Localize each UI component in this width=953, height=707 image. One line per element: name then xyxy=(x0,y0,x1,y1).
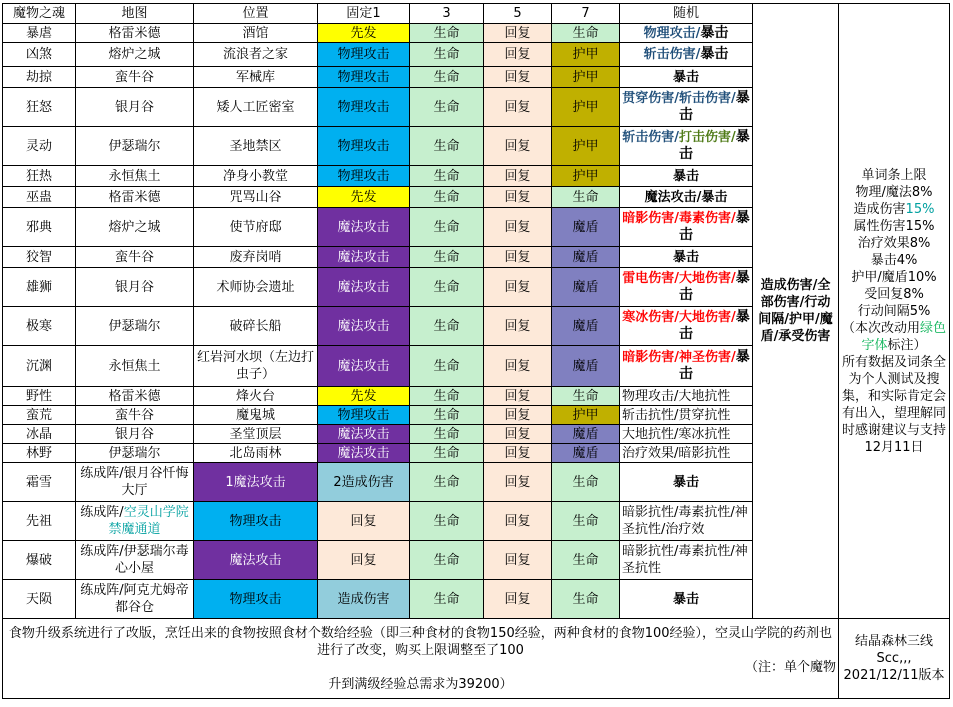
fixed1-cell: 先发 xyxy=(318,387,410,406)
soul-name-cell: 林野 xyxy=(3,444,76,463)
map-cell: 蛮牛谷 xyxy=(76,406,194,425)
random-cell: 魔法攻击/暴击 xyxy=(620,187,753,208)
map-cell: 伊瑟瑞尔 xyxy=(76,127,194,166)
slot5-cell: 回复 xyxy=(484,406,552,425)
side-line: 造成伤害15% xyxy=(853,201,935,217)
side-line: 属性伤害15% xyxy=(853,218,935,234)
random-cell: 暗影抗性/毒素抗性/神圣抗性 xyxy=(620,541,753,580)
fixed-a-cell: 魔法攻击 xyxy=(194,541,318,580)
slot3-cell: 生命 xyxy=(410,406,484,425)
slot5-cell: 回复 xyxy=(484,463,552,502)
random-fragment: 暴击 xyxy=(700,24,729,41)
fixed-a-cell: 物理攻击 xyxy=(194,502,318,541)
slot3-cell: 生命 xyxy=(410,187,484,208)
fixed1-cell: 魔法攻击 xyxy=(318,307,410,346)
random-cell xyxy=(620,346,753,387)
slot3-cell: 生命 xyxy=(410,580,484,619)
slot3-cell: 生命 xyxy=(410,307,484,346)
fixed1-cell: 魔法攻击 xyxy=(318,268,410,307)
fixed1-cell: 物理攻击 xyxy=(318,166,410,187)
random-cell xyxy=(620,127,753,166)
slot5-cell: 回复 xyxy=(484,580,552,619)
map-cell: 熔炉之城 xyxy=(76,208,194,247)
random-cell: 暗影抗性/毒素抗性/神圣抗性/治疗效 xyxy=(620,502,753,541)
random-cell: 治疗效果/暗影抗性 xyxy=(620,444,753,463)
soul-name-cell: 暴虐 xyxy=(3,24,76,43)
location-cell: 北岛雨林 xyxy=(194,444,318,463)
slot5-cell: 回复 xyxy=(484,268,552,307)
map-cell: 格雷米德 xyxy=(76,387,194,406)
slot7-cell: 生命 xyxy=(552,502,620,541)
random-cell xyxy=(620,268,753,307)
fixed1-cell: 物理攻击 xyxy=(318,43,410,67)
slot3-cell: 生命 xyxy=(410,541,484,580)
random-cell: 暴击 xyxy=(620,247,753,268)
map-cell: 练成阵/银月谷忏悔大厅 xyxy=(76,463,194,502)
slot3-cell: 生命 xyxy=(410,387,484,406)
version-server: 结晶森林三线 xyxy=(854,634,933,649)
soul-name-cell: 劫掠 xyxy=(3,67,76,88)
slot7-cell: 魔盾 xyxy=(552,307,620,346)
side-line: 护甲/魔盾10% xyxy=(851,269,937,285)
location-cell: 军械库 xyxy=(194,67,318,88)
slot7-cell: 生命 xyxy=(552,187,620,208)
col-header: 7 xyxy=(552,4,620,24)
side-disclaimer: 所有数据及词条全为个人测试及搜集，和实际肯定会有出入，望理解同时感谢建议与支持 xyxy=(841,354,946,438)
footer-line2: 升到满级经验总需求为39200） xyxy=(328,676,513,692)
soul-name-cell: 雄狮 xyxy=(3,268,76,307)
slot5-cell: 回复 xyxy=(484,502,552,541)
random-cell xyxy=(620,24,753,43)
slot7-cell: 护甲 xyxy=(552,406,620,425)
side-line: （本次改动用绿色字体标注） xyxy=(841,320,947,353)
side-line: 受回复8% xyxy=(864,286,924,302)
fixed-a-cell: 1魔法攻击 xyxy=(194,463,318,502)
slot3-cell: 生命 xyxy=(410,88,484,127)
soul-name-cell: 狂怒 xyxy=(3,88,76,127)
map-highlight: 空灵山学院 禁魔通道 xyxy=(108,505,189,537)
location-cell: 酒馆 xyxy=(194,24,318,43)
slot7-cell: 生命 xyxy=(552,541,620,580)
location-cell: 咒骂山谷 xyxy=(194,187,318,208)
map-cell xyxy=(76,502,194,541)
fixed-b-cell: 回复 xyxy=(318,541,410,580)
soul-name-cell: 灵动 xyxy=(3,127,76,166)
location-cell: 圣地禁区 xyxy=(194,127,318,166)
random-fragment: 暗影伤害/毒素伤害/ xyxy=(622,211,736,226)
location-cell: 术师协会遗址 xyxy=(194,268,318,307)
footer-row xyxy=(3,619,950,699)
slot3-cell: 生命 xyxy=(410,268,484,307)
footer-line1-note: （注：单个魔物 xyxy=(744,659,836,675)
version-author: Scc,,, xyxy=(876,651,912,666)
version-date: 2021/12/11版本 xyxy=(843,668,945,683)
slot7-cell: 生命 xyxy=(552,580,620,619)
map-cell: 永恒焦土 xyxy=(76,346,194,387)
slot7-cell: 魔盾 xyxy=(552,346,620,387)
location-cell: 烽火台 xyxy=(194,387,318,406)
random-fragment: 斩击伤害/ xyxy=(643,47,701,62)
slot5-cell: 回复 xyxy=(484,541,552,580)
side-line: 治疗效果8% xyxy=(857,235,931,251)
fixed1-cell: 物理攻击 xyxy=(318,88,410,127)
map-cell: 格雷米德 xyxy=(76,24,194,43)
col-header: 魔物之魂 xyxy=(3,4,76,24)
middle-note: 造成伤害/全部伤害/行动间隔/护甲/魔盾/承受伤害 xyxy=(753,4,839,619)
slot5-cell: 回复 xyxy=(484,444,552,463)
location-cell: 废弃岗哨 xyxy=(194,247,318,268)
slot5-cell: 回复 xyxy=(484,166,552,187)
slot3-cell: 生命 xyxy=(410,127,484,166)
slot5-cell: 回复 xyxy=(484,43,552,67)
map-cell: 银月谷 xyxy=(76,425,194,444)
map-cell: 永恒焦土 xyxy=(76,166,194,187)
location-cell: 魔鬼城 xyxy=(194,406,318,425)
fixed-b-cell: 回复 xyxy=(318,502,410,541)
random-cell xyxy=(620,307,753,346)
map-prefix: 练成阵/ xyxy=(80,505,124,520)
random-cell: 暴击 xyxy=(620,463,753,502)
random-fragment: 暴击 xyxy=(679,270,750,303)
col-header: 5 xyxy=(484,4,552,24)
location-cell: 红岩河水坝（左边打虫子） xyxy=(194,346,318,387)
soul-name-cell: 邪典 xyxy=(3,208,76,247)
slot5-cell: 回复 xyxy=(484,67,552,88)
map-cell: 伊瑟瑞尔 xyxy=(76,307,194,346)
random-cell: 大地抗性/寒冰抗性 xyxy=(620,425,753,444)
side-title: 单词条上限 xyxy=(861,167,927,183)
slot5-cell: 回复 xyxy=(484,127,552,166)
col-header: 随机 xyxy=(620,4,753,24)
col-header: 固定1 xyxy=(318,4,410,24)
soul-name-cell: 野性 xyxy=(3,387,76,406)
random-fragment: 斩击伤害/ xyxy=(622,130,679,145)
map-cell: 练成阵/阿克尤姆帝都谷仓 xyxy=(76,580,194,619)
fixed1-cell: 物理攻击 xyxy=(318,406,410,425)
soul-name-cell: 狂热 xyxy=(3,166,76,187)
map-cell: 银月谷 xyxy=(76,88,194,127)
slot3-cell: 生命 xyxy=(410,166,484,187)
random-fragment: 暴击 xyxy=(679,349,750,382)
slot5-cell: 回复 xyxy=(484,247,552,268)
slot7-cell: 魔盾 xyxy=(552,268,620,307)
random-cell: 斩击抗性/贯穿抗性 xyxy=(620,406,753,425)
soul-name-cell: 狡智 xyxy=(3,247,76,268)
fixed1-cell: 魔法攻击 xyxy=(318,208,410,247)
side-panel xyxy=(839,4,950,619)
slot3-cell: 生命 xyxy=(410,502,484,541)
fixed-b-cell: 造成伤害 xyxy=(318,580,410,619)
map-cell: 银月谷 xyxy=(76,268,194,307)
random-fragment: 雷电伤害/大地伤害/ xyxy=(622,271,736,286)
slot3-cell: 生命 xyxy=(410,43,484,67)
slot5-cell: 回复 xyxy=(484,387,552,406)
random-fragment: 暴击 xyxy=(679,309,750,342)
random-fragment: 暴击 xyxy=(679,129,750,162)
slot5-cell: 回复 xyxy=(484,307,552,346)
col-header: 地图 xyxy=(76,4,194,24)
slot3-cell: 生命 xyxy=(410,425,484,444)
soul-table xyxy=(2,3,950,699)
map-cell: 伊瑟瑞尔 xyxy=(76,444,194,463)
soul-name-cell: 冰晶 xyxy=(3,425,76,444)
slot3-cell: 生命 xyxy=(410,67,484,88)
slot5-cell: 回复 xyxy=(484,24,552,43)
side-date: 12月11日 xyxy=(864,439,924,455)
soul-name-cell: 巫蛊 xyxy=(3,187,76,208)
fixed1-cell: 先发 xyxy=(318,187,410,208)
slot5-cell: 回复 xyxy=(484,425,552,444)
slot5-cell: 回复 xyxy=(484,346,552,387)
map-cell: 蛮牛谷 xyxy=(76,67,194,88)
map-cell: 练成阵/伊瑟瑞尔毒心小屋 xyxy=(76,541,194,580)
soul-name-cell: 天陨 xyxy=(3,580,76,619)
slot7-cell: 魔盾 xyxy=(552,208,620,247)
slot7-cell: 护甲 xyxy=(552,88,620,127)
location-cell: 矮人工匠密室 xyxy=(194,88,318,127)
location-cell: 圣堂顶层 xyxy=(194,425,318,444)
random-fragment: 寒冰伤害/大地伤害/ xyxy=(622,310,736,325)
soul-name-cell: 爆破 xyxy=(3,541,76,580)
col-header: 3 xyxy=(410,4,484,24)
map-cell: 熔炉之城 xyxy=(76,43,194,67)
random-fragment: 暴击 xyxy=(679,90,750,123)
side-line: 暴击4% xyxy=(870,252,918,268)
slot7-cell: 生命 xyxy=(552,387,620,406)
soul-name-cell: 凶煞 xyxy=(3,43,76,67)
fixed1-cell: 物理攻击 xyxy=(318,127,410,166)
soul-name-cell: 沉渊 xyxy=(3,346,76,387)
fixed1-cell: 物理攻击 xyxy=(318,67,410,88)
random-cell: 暴击 xyxy=(620,67,753,88)
fixed1-cell: 魔法攻击 xyxy=(318,425,410,444)
side-line: 行动间隔5% xyxy=(857,303,931,319)
random-fragment: 暗影伤害/神圣伤害/ xyxy=(622,350,736,365)
random-cell: 暴击 xyxy=(620,580,753,619)
random-fragment: 物理攻击/ xyxy=(643,25,701,41)
random-fragment: 贯穿伤害/斩击伤害/ xyxy=(622,91,736,106)
fixed-a-cell: 物理攻击 xyxy=(194,580,318,619)
location-cell: 净身小教堂 xyxy=(194,166,318,187)
slot7-cell: 魔盾 xyxy=(552,444,620,463)
version-info xyxy=(839,619,950,699)
slot3-cell: 生命 xyxy=(410,24,484,43)
footer-note xyxy=(3,619,839,699)
fixed1-cell: 魔法攻击 xyxy=(318,346,410,387)
fixed-b-cell: 2造成伤害 xyxy=(318,463,410,502)
slot3-cell: 生命 xyxy=(410,444,484,463)
header-row xyxy=(3,4,950,24)
soul-name-cell: 霜雪 xyxy=(3,463,76,502)
map-cell: 格雷米德 xyxy=(76,187,194,208)
soul-name-cell: 蛮荒 xyxy=(3,406,76,425)
slot7-cell: 护甲 xyxy=(552,43,620,67)
col-header: 位置 xyxy=(194,4,318,24)
fixed1-cell: 先发 xyxy=(318,24,410,43)
location-cell: 流浪者之家 xyxy=(194,43,318,67)
random-fragment: 暴击 xyxy=(700,46,729,62)
random-fragment: 打击伤害/ xyxy=(679,130,736,145)
fixed1-cell: 魔法攻击 xyxy=(318,247,410,268)
slot7-cell: 魔盾 xyxy=(552,247,620,268)
slot7-cell: 魔盾 xyxy=(552,425,620,444)
slot7-cell: 生命 xyxy=(552,24,620,43)
slot7-cell: 生命 xyxy=(552,463,620,502)
random-fragment: 暴击 xyxy=(679,210,750,243)
location-cell: 使节府邸 xyxy=(194,208,318,247)
slot3-cell: 生命 xyxy=(410,247,484,268)
slot7-cell: 护甲 xyxy=(552,166,620,187)
slot3-cell: 生命 xyxy=(410,346,484,387)
soul-name-cell: 先祖 xyxy=(3,502,76,541)
slot7-cell: 护甲 xyxy=(552,127,620,166)
slot5-cell: 回复 xyxy=(484,88,552,127)
map-cell: 蛮牛谷 xyxy=(76,247,194,268)
soul-name-cell: 极寒 xyxy=(3,307,76,346)
location-cell: 破碎长船 xyxy=(194,307,318,346)
random-cell xyxy=(620,208,753,247)
random-cell: 物理攻击/大地抗性 xyxy=(620,387,753,406)
random-cell xyxy=(620,43,753,67)
side-line: 物理/魔法8% xyxy=(855,184,933,200)
slot5-cell: 回复 xyxy=(484,208,552,247)
slot7-cell: 护甲 xyxy=(552,67,620,88)
random-cell: 暴击 xyxy=(620,166,753,187)
slot3-cell: 生命 xyxy=(410,208,484,247)
slot5-cell: 回复 xyxy=(484,187,552,208)
random-cell xyxy=(620,88,753,127)
fixed1-cell: 魔法攻击 xyxy=(318,444,410,463)
slot3-cell: 生命 xyxy=(410,463,484,502)
footer-line1: 食物升级系统进行了改版，烹饪出来的食物按照食材个数给经验（即三种食材的食物150经验，两种食材的食物100经验），空灵山学院的药剂也进行了改变，购买上限调整至了100 xyxy=(8,625,833,658)
